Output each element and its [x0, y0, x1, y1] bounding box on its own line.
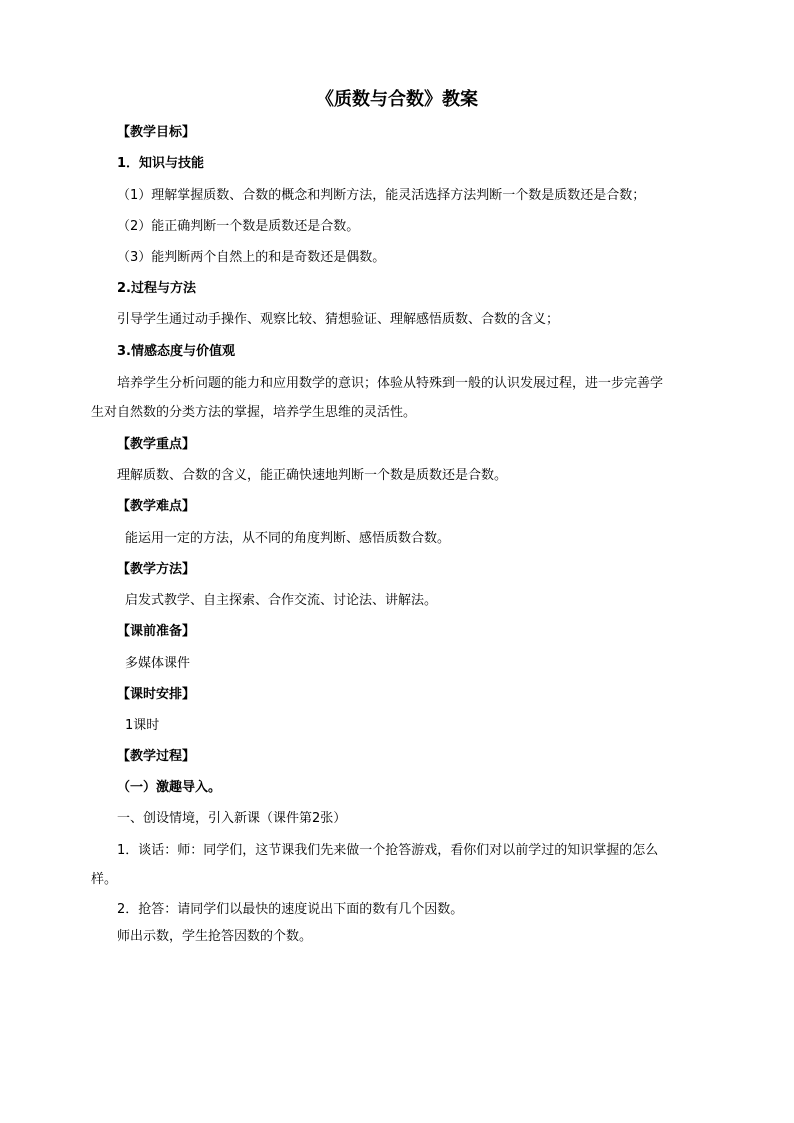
objective-item-2: （2）能正确判断一个数是质数还是合数。: [117, 219, 360, 234]
objectives-heading: 【教学目标】: [117, 125, 196, 140]
knowledge-skills-heading: 1．知识与技能: [117, 156, 205, 171]
objective-item-1: （1）理解掌握质数、合数的概念和判断方法，能灵活选择方法判断一个数是质数还是合数；: [117, 188, 646, 203]
attitudes-values-line-2: 生对自然数的分类方法的掌握，培养学生思维的灵活性。: [91, 405, 417, 420]
quiz-text: 2．抢答：请同学们以最快的速度说出下面的数有几个因数。: [117, 902, 464, 917]
methods-text: 启发式教学、自主探索、合作交流、讨论法、讲解法。: [125, 593, 438, 608]
preparation-heading: 【课前准备】: [117, 624, 196, 639]
talk-line-1: 1．谈话：师：同学们，这节课我们先来做一个抢答游戏，看你们对以前学过的知识掌握的怎么: [117, 843, 659, 858]
teacher-note: 师出示数，学生抢答因数的个数。: [117, 929, 313, 944]
key-points-text: 理解质数、合数的含义，能正确快速地判断一个数是质数还是合数。: [117, 468, 508, 483]
methods-heading: 【教学方法】: [117, 562, 196, 577]
process-step-1: 一、创设情境，引入新课（课件第2张）: [117, 811, 347, 826]
process-part1-heading: （一）激趣导入。: [117, 780, 222, 795]
objective-item-3: （3）能判断两个自然上的和是奇数还是偶数。: [117, 250, 386, 265]
process-methods-heading: 2.过程与方法: [117, 281, 196, 296]
key-points-heading: 【教学重点】: [117, 437, 196, 452]
talk-line-2: 样。: [91, 872, 118, 887]
difficulties-heading: 【教学难点】: [117, 499, 196, 514]
preparation-text: 多媒体课件: [125, 656, 191, 671]
schedule-text: 1课时: [125, 718, 160, 733]
process-heading: 【教学过程】: [117, 749, 196, 764]
document-title: 《质数与合数》教案: [316, 89, 478, 110]
attitudes-values-line-1: 培养学生分析问题的能力和应用数学的意识；体验从特殊到一般的认识发展过程，进一步完善学: [117, 376, 664, 391]
difficulties-text: 能运用一定的方法，从不同的角度判断、感悟质数合数。: [125, 531, 451, 546]
schedule-heading: 【课时安排】: [117, 687, 196, 702]
attitudes-values-heading: 3.情感态度与价值观: [117, 344, 235, 359]
process-methods-text: 引导学生通过动手操作、观察比较、猜想验证、理解感悟质数、合数的含义；: [117, 312, 560, 327]
